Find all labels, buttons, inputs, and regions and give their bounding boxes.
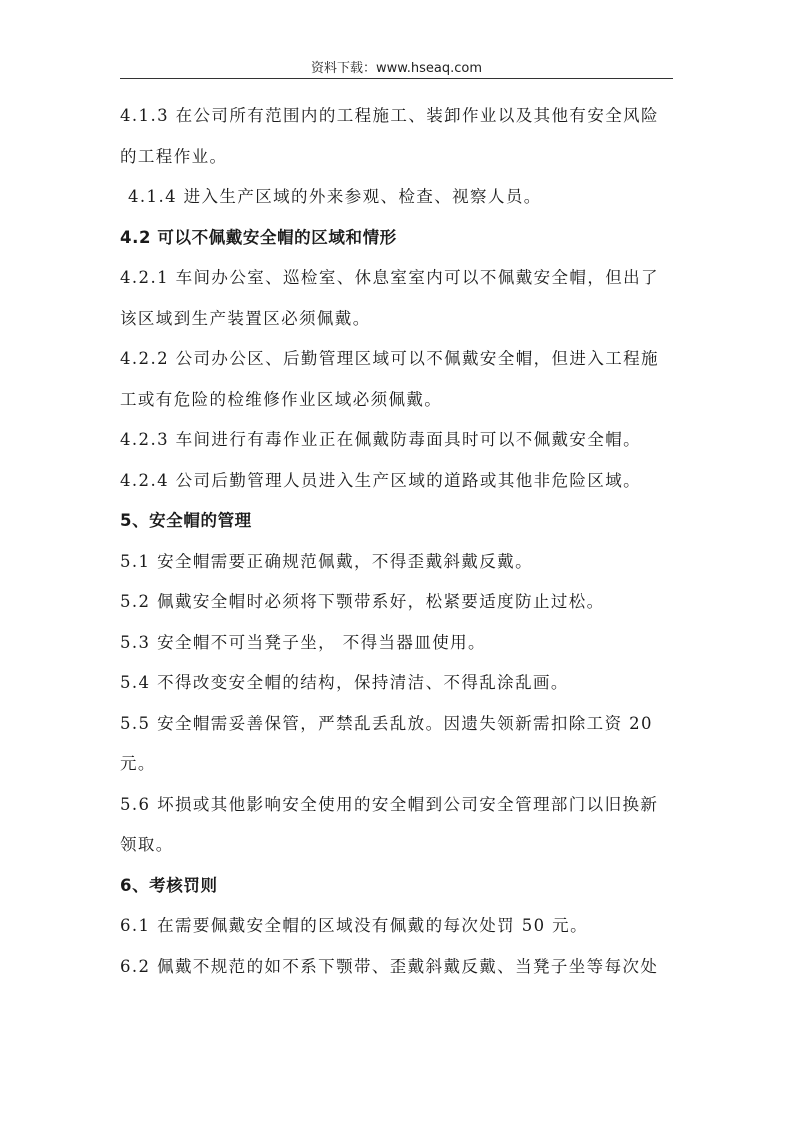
paragraph-line: 4.2.1 车间办公室、巡检室、休息室室内可以不佩戴安全帽，但出了: [120, 268, 659, 287]
paragraph-line: 4.2.3 车间进行有毒作业正在佩戴防毒面具时可以不佩戴安全帽。: [120, 430, 642, 449]
header-divider: [120, 78, 673, 79]
section-heading-5: 5、安全帽的管理: [120, 511, 252, 530]
paragraph-line: 5.1 安全帽需要正确规范佩戴，不得歪戴斜戴反戴。: [120, 551, 533, 571]
paragraph-line: 元。: [120, 754, 156, 773]
paragraph-line: 4.2.4 公司后勤管理人员进入生产区域的道路或其他非危险区域。: [120, 470, 642, 490]
paragraph-line: 6.1 在需要佩戴安全帽的区域没有佩戴的每次处罚 50 元。: [120, 916, 588, 935]
paragraph-line: 5.6 坏损或其他影响安全使用的安全帽到公司安全管理部门以旧换新: [120, 794, 659, 814]
document-body: [120, 96, 676, 987]
paragraph-line: 5.5 安全帽需妥善保管，严禁乱丢乱放。因遗失领新需扣除工资 20: [120, 713, 653, 733]
paragraph-line: 6.2 佩戴不规范的如不系下颚带、歪戴斜戴反戴、当凳子坐等每次处: [120, 956, 659, 976]
paragraph-line: 工或有危险的检维修作业区域必须佩戴。: [120, 389, 443, 409]
paragraph-line: 4.2.2 公司办公区、后勤管理区域可以不佩戴安全帽，但进入工程施: [120, 349, 659, 368]
page-header: 资料下载：www.hseaq.com: [311, 61, 482, 76]
paragraph-line: 4.1.3 在公司所有范围内的工程施工、装卸作业以及其他有安全风险: [120, 106, 659, 125]
section-heading-4-2: 4.2 可以不佩戴安全帽的区域和情形: [120, 227, 397, 247]
paragraph-line: 5.4 不得改变安全帽的结构，保持清洁、不得乱涂乱画。: [120, 673, 569, 692]
paragraph-line: 的工程作业。: [120, 146, 228, 166]
paragraph-line: 领取。: [120, 835, 174, 854]
paragraph-line: 4.1.4 进入生产区域的外来参观、检查、视察人员。: [128, 187, 542, 206]
paragraph-line: 5.3 安全帽不可当凳子坐， 不得当器皿使用。: [120, 632, 486, 652]
paragraph-line: 5.2 佩戴安全帽时必须将下颚带系好，松紧要适度防止过松。: [120, 592, 605, 611]
paragraph-line: 该区域到生产装置区必须佩戴。: [120, 308, 371, 328]
section-heading-6: 6、考核罚则: [120, 875, 218, 895]
